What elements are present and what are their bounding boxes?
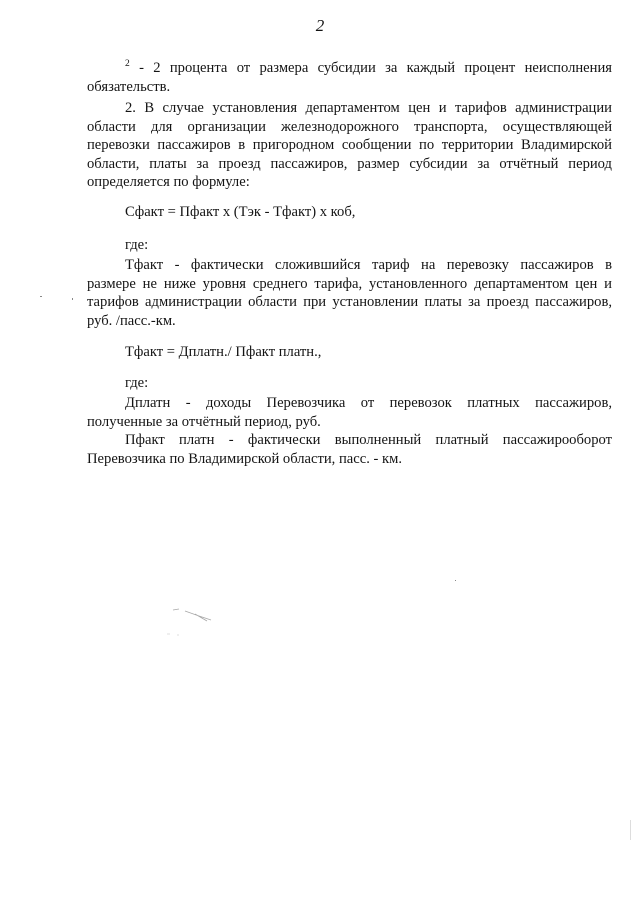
paragraph-tariff-line-2: области для организации железнодорожного транспорта, осуществляющей (87, 118, 612, 135)
scan-edge-mark (630, 820, 631, 840)
paragraph-tariff-case (87, 99, 612, 192)
definition-dplatn-line-1: Дплатн - доходы Перевозчика от перевозок платных пассажиров, (125, 395, 612, 411)
definition-tfakt-line-3: тарифов администрации области при установлении платы за проезд пассажиров, (87, 294, 612, 310)
definition-tfakt (87, 256, 612, 330)
footnote-superscript: 2 (125, 59, 130, 70)
paragraph-penalty-line-2: обязательств. (87, 78, 171, 95)
scan-speck (72, 298, 73, 300)
page-number: 2 (315, 16, 325, 35)
definition-pfakt-line-1: Пфакт платн - фактически выполненный платный пассажирооборот (125, 432, 612, 448)
definition-pfakt-platn (87, 431, 612, 468)
paragraph-tariff-line-1: 2. В случае установления департаментом цен и тарифов администрации (125, 100, 612, 116)
definition-tfakt-line-2: размере не ниже уровня среднего тарифа, установленного департаментом цен и (87, 275, 612, 292)
definition-tfakt-line-1: Тфакт - фактически сложившийся тариф на перевозку пассажиров в (125, 257, 612, 273)
scan-speck (40, 296, 42, 297)
paragraph-penalty-line-1: $^2$ - 2 процента от размера субсидии за каждый процент неисполнения (125, 59, 612, 76)
where-label-1: где: (125, 237, 149, 253)
paragraph-tariff-line-4: области, платы за проезд пассажиров, размер субсидии за отчётный период (87, 155, 612, 172)
paragraph-tariff-line-5: определяется по формуле: (87, 174, 250, 190)
scan-smudge (165, 604, 225, 644)
definition-tfakt-line-4: руб. /пасс.-км. (87, 312, 176, 329)
paragraph-penalty (87, 59, 612, 96)
definition-pfakt-line-2: Перевозчика по Владимирской области, пасс. - км. (87, 450, 403, 467)
scan-speck (455, 580, 456, 581)
definition-dplatn-line-2: полученные за отчётный период, руб. (87, 413, 321, 430)
definition-dplatn (87, 394, 612, 431)
where-label-2: где: (125, 375, 149, 391)
formula-tfakt: Тфакт = Дплатн./ Пфакт платн., (125, 344, 322, 360)
paragraph-tariff-line-3: перевозки пассажиров в пригородном сообщении по территории Владимирской (87, 137, 612, 153)
formula-subsidy: Сфакт = Пфакт x (Тэк - Тфакт) x коб, (125, 204, 356, 220)
